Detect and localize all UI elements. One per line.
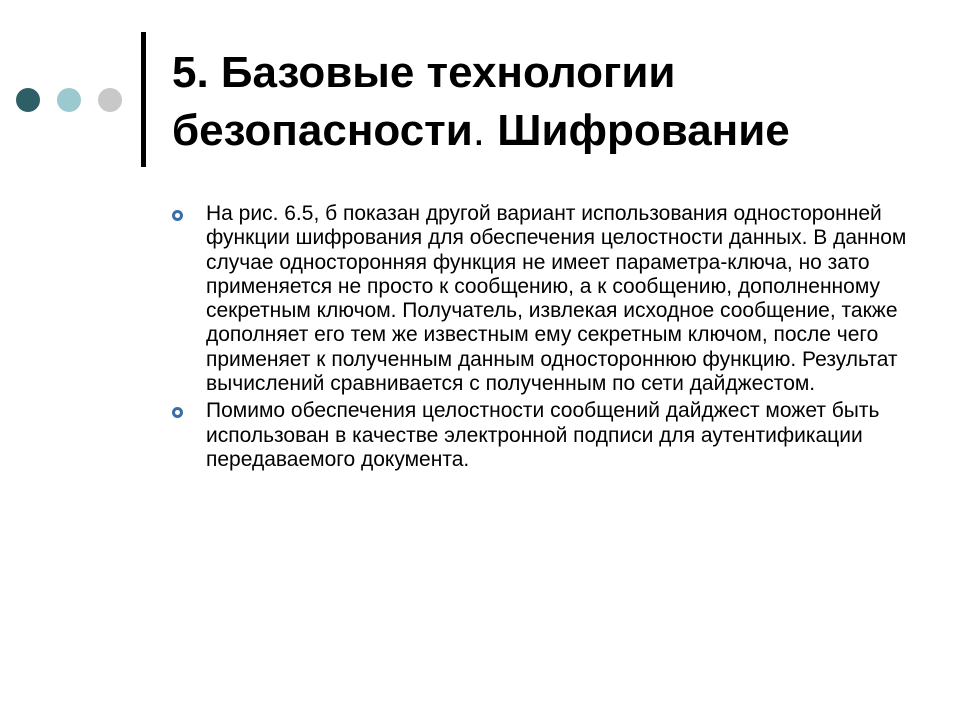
title-line-2-part-1: безопасности bbox=[172, 106, 473, 155]
ring-bullet-icon bbox=[172, 210, 183, 221]
bullet-text: Помимо обеспечения целостности сообщений дайджест может быть использован в качестве электронной подписи для аутентификации передаваемого документа. bbox=[206, 399, 880, 471]
slide-title bbox=[172, 44, 942, 160]
bullet-item bbox=[172, 399, 912, 472]
bullet-text: На рис. 6.5, б показан другой вариант использования односторонней функции шифрования для обеспечения целостности данных. В данном случае односторонняя функция не имеет параметра-ключа, но зато применяется не просто к сообщению, а к сообщению, дополненному секретным ключом. Получатель, извлекая исходное сообщение, также дополняет его тем же известным ему секретным ключом, после чего применяет к полученным данным одностороннюю функцию. Результат вычислений сравнивается с полученным по сети дайджестом. bbox=[206, 202, 907, 396]
ring-bullet-icon bbox=[172, 407, 183, 418]
title-line-2-dot: . bbox=[472, 106, 485, 155]
title-divider bbox=[141, 32, 146, 167]
gray-dot-icon bbox=[98, 88, 122, 112]
title-line-2 bbox=[172, 102, 942, 160]
title-line-1: 5. Базовые технологии bbox=[172, 48, 676, 97]
title-line-2-part-2: Шифрование bbox=[485, 106, 790, 155]
bullet-list bbox=[172, 202, 912, 475]
light-teal-dot-icon bbox=[57, 88, 81, 112]
dark-teal-dot-icon bbox=[16, 88, 40, 112]
bullet-item bbox=[172, 202, 912, 396]
